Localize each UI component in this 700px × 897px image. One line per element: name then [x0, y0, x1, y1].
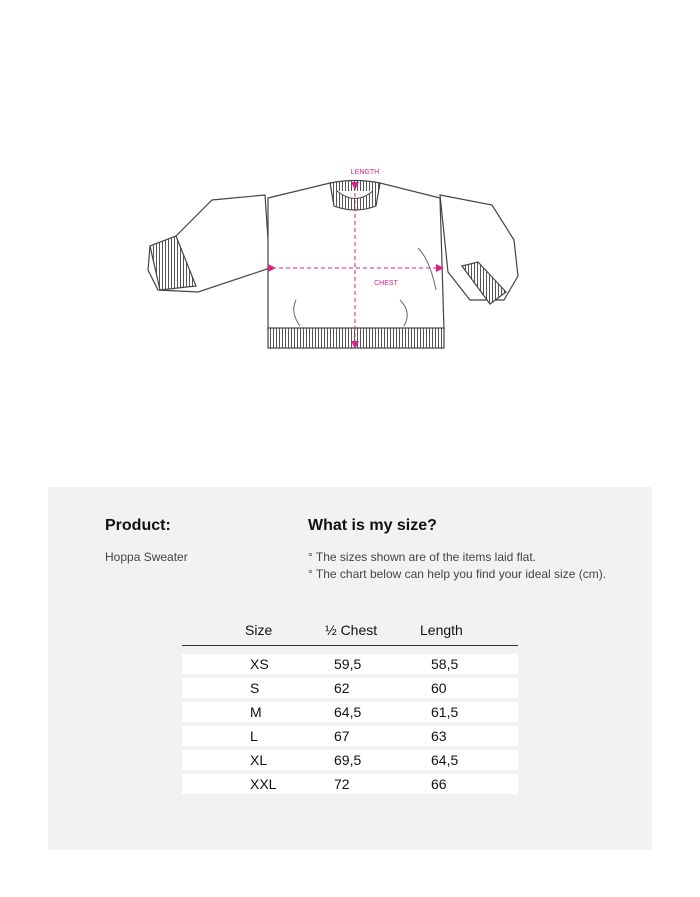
size-info-panel	[48, 487, 652, 850]
cell-length: 60	[431, 680, 447, 696]
header-half-chest: ½ Chest	[325, 622, 378, 638]
cell-half-chest: 59,5	[334, 656, 362, 672]
cell-half-chest: 69,5	[334, 752, 362, 768]
header-size: Size	[245, 622, 273, 638]
cell-size: XS	[250, 656, 269, 672]
size-heading: What is my size?	[308, 517, 437, 534]
cell-size: XXL	[250, 776, 277, 792]
cell-half-chest: 67	[334, 728, 350, 744]
table-row	[182, 726, 518, 746]
cell-length: 66	[431, 776, 447, 792]
hem-band	[268, 328, 444, 348]
product-name: Hoppa Sweater	[105, 550, 188, 564]
length-label: LENGTH	[350, 169, 380, 176]
size-note-1: ° The sizes shown are of the items laid flat.	[308, 550, 537, 564]
cell-size: XL	[250, 752, 268, 768]
cell-size: L	[250, 728, 258, 744]
size-table-body	[182, 654, 518, 794]
size-table-header	[182, 619, 518, 646]
size-table	[182, 619, 518, 798]
table-row	[182, 750, 518, 770]
cell-size: S	[250, 680, 260, 696]
cell-half-chest: 64,5	[334, 704, 362, 720]
table-row	[182, 654, 518, 674]
cell-length: 63	[431, 728, 447, 744]
sweater-measurement-diagram	[0, 150, 700, 360]
cell-half-chest: 62	[334, 680, 350, 696]
cell-length: 58,5	[431, 656, 459, 672]
table-row	[182, 678, 518, 698]
size-note-2: ° The chart below can help you find your ideal size (cm).	[308, 567, 607, 581]
cell-length: 61,5	[431, 704, 459, 720]
table-row	[182, 774, 518, 794]
cell-length: 64,5	[431, 752, 459, 768]
chest-label: CHEST	[374, 280, 398, 287]
cell-half-chest: 72	[334, 776, 350, 792]
cell-size: M	[250, 704, 262, 720]
product-heading: Product:	[105, 517, 171, 534]
table-row	[182, 702, 518, 722]
header-length: Length	[420, 622, 463, 638]
